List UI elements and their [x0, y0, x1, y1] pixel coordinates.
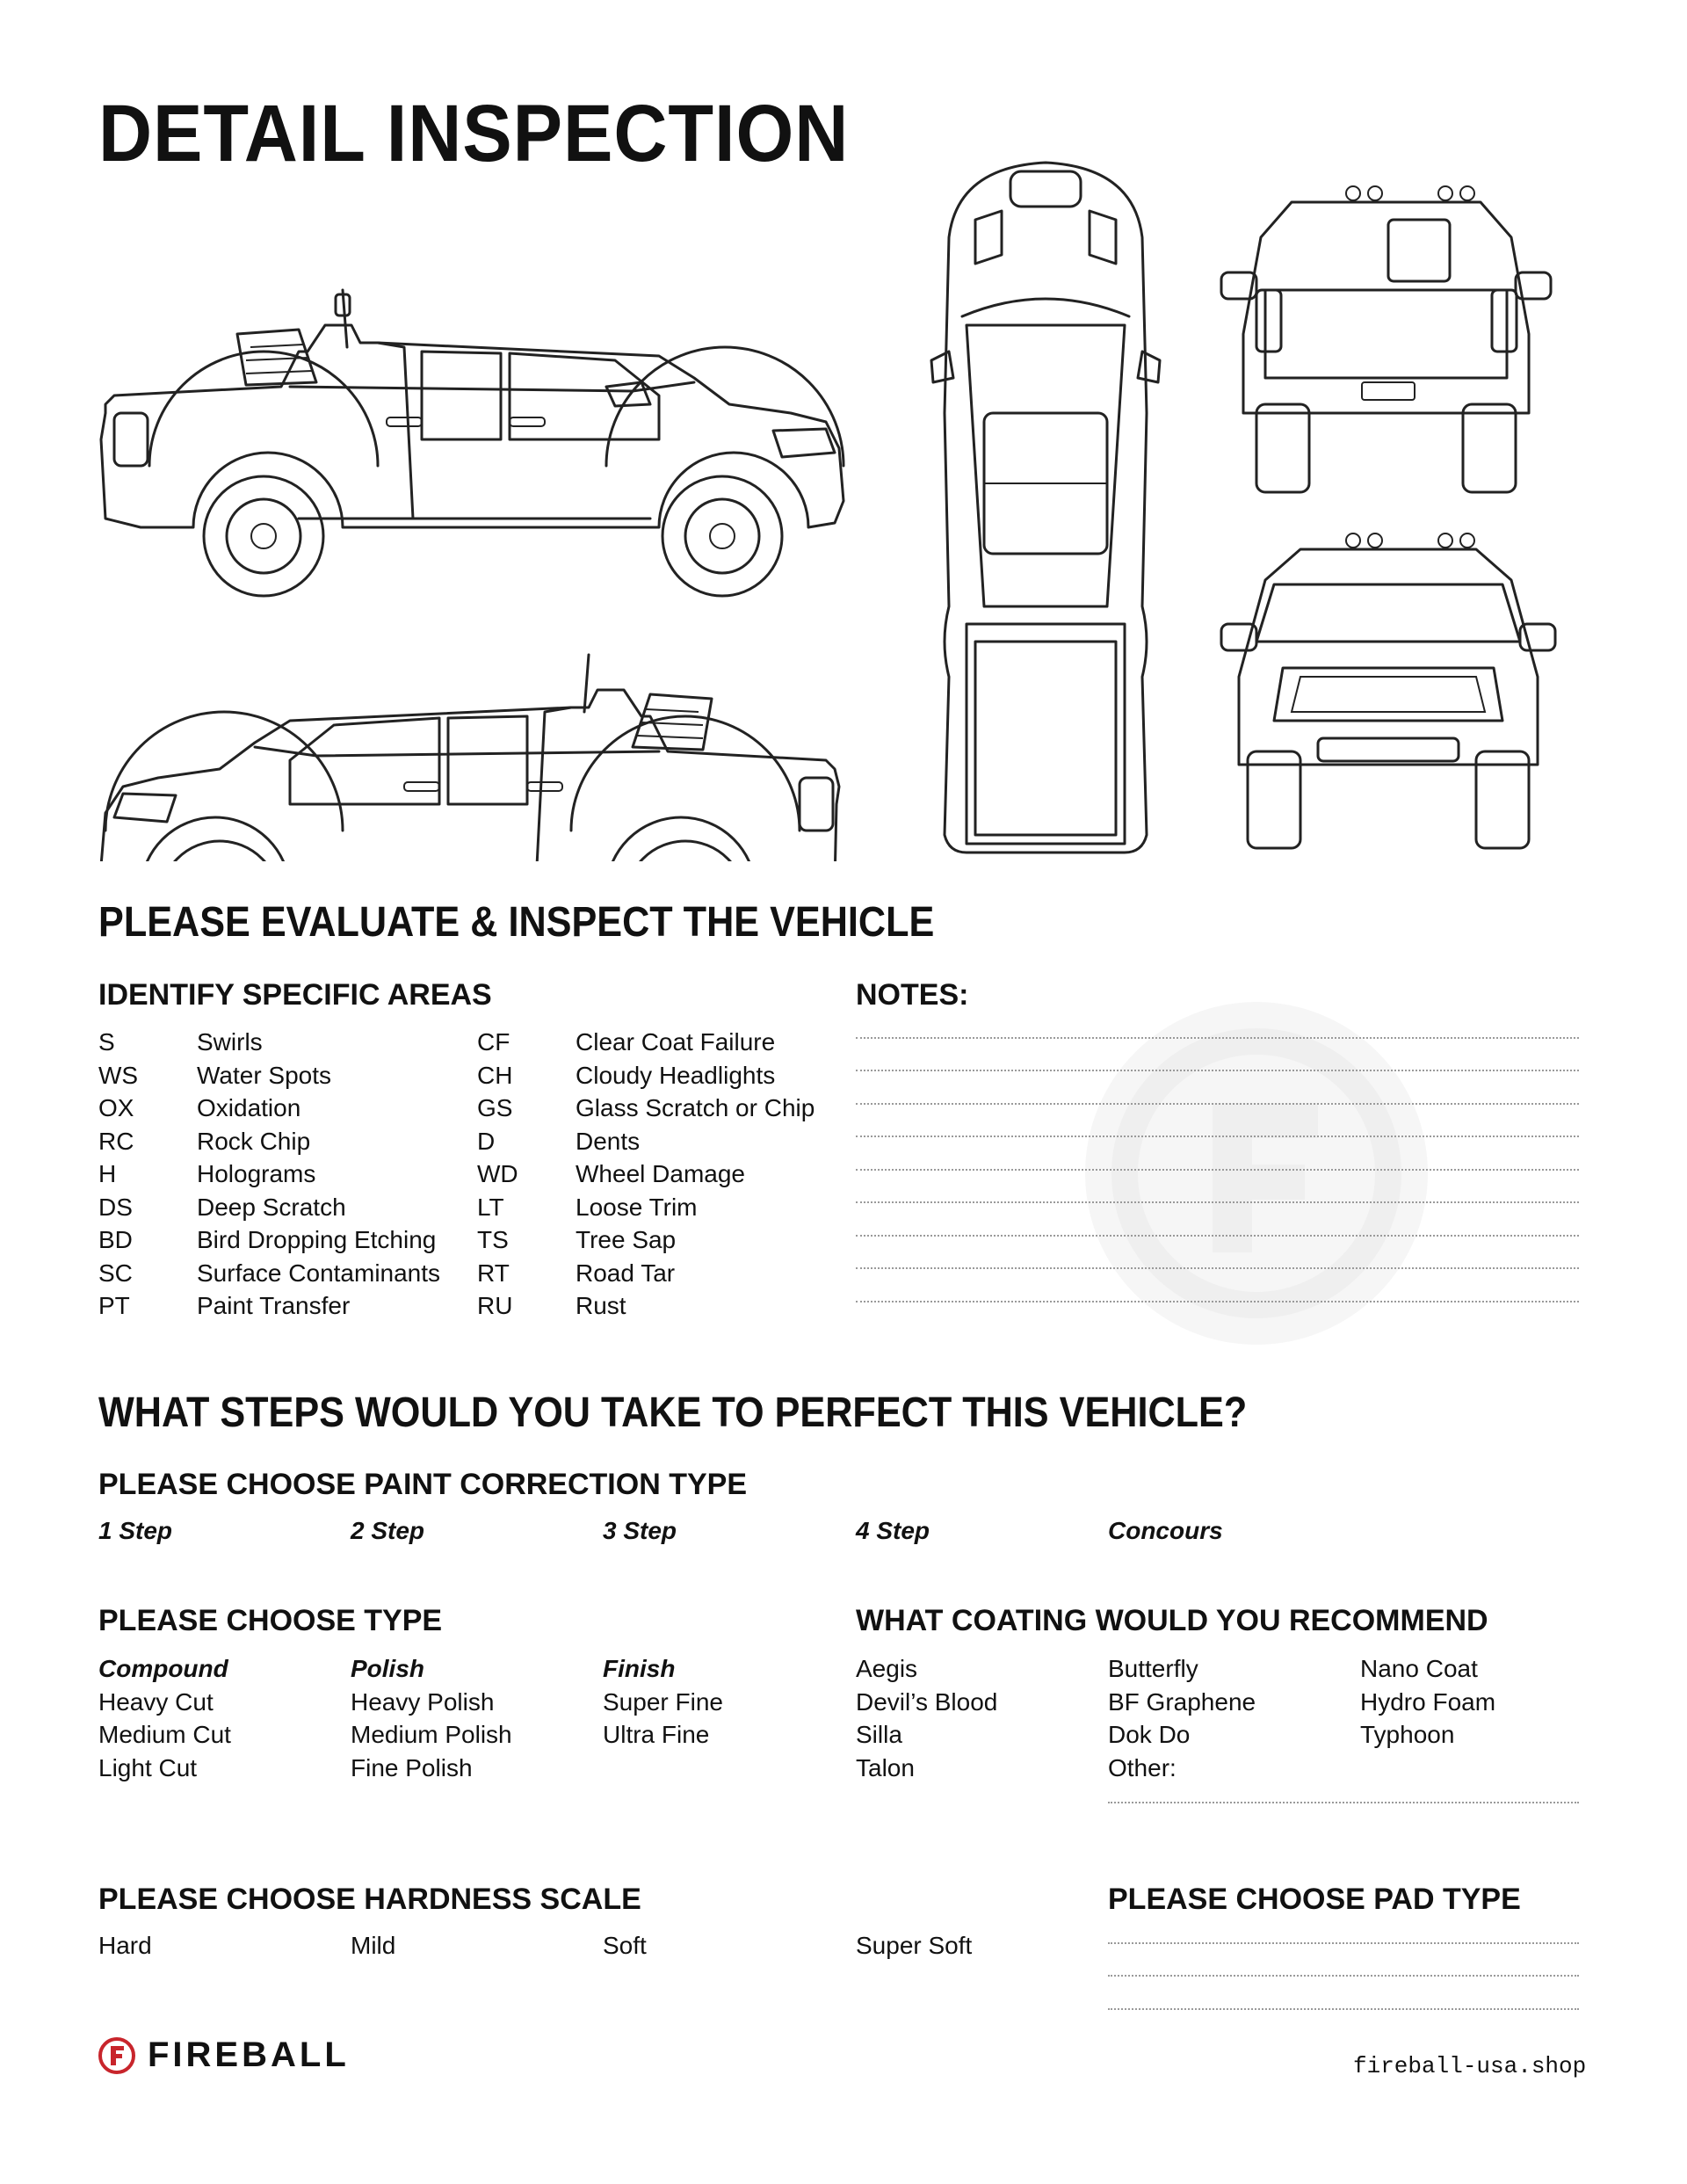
truck-side-view-right: [101, 290, 844, 596]
correction-option[interactable]: 1 Step: [98, 1517, 173, 1544]
correction-option[interactable]: 3 Step: [603, 1517, 677, 1544]
truck-top-view: [931, 163, 1160, 853]
correction-option[interactable]: 4 Step: [856, 1517, 930, 1544]
coating-option[interactable]: Dok Do: [1108, 1721, 1191, 1748]
coating-option[interactable]: Nano Coat: [1360, 1655, 1478, 1682]
code-label: Wheel Damage: [576, 1160, 745, 1187]
code-abbrev: TS: [477, 1226, 509, 1253]
code-label: Oxidation: [197, 1094, 301, 1121]
code-label: Bird Dropping Etching: [197, 1226, 437, 1253]
correction-option[interactable]: 2 Step: [351, 1517, 425, 1544]
pad-line[interactable]: [1108, 1975, 1579, 1977]
notes-line[interactable]: [856, 1169, 1579, 1171]
type-option[interactable]: Fine Polish: [351, 1753, 473, 1781]
coating-option[interactable]: Typhoon: [1360, 1721, 1455, 1748]
type-option[interactable]: Super Fine: [603, 1687, 723, 1716]
type-option[interactable]: Light Cut: [98, 1753, 198, 1781]
type-column-title: Compound: [98, 1655, 228, 1682]
type-heading: PLEASE CHOOSE TYPE: [98, 1604, 443, 1637]
code-abbrev: S: [98, 1028, 115, 1056]
code-label: Loose Trim: [576, 1193, 698, 1221]
codes-right-codes: [477, 1026, 518, 1323]
hardness-option[interactable]: Soft: [603, 1932, 647, 1959]
codes-left-labels: [197, 1026, 440, 1323]
code-abbrev: WS: [98, 1061, 139, 1089]
watermark-logo-icon: [1081, 998, 1432, 1349]
truck-side-view-left: [101, 655, 839, 861]
footer-url[interactable]: fireball-usa.shop: [1353, 2053, 1587, 2079]
code-label: Water Spots: [197, 1061, 332, 1089]
code-abbrev: GS: [477, 1094, 513, 1121]
type-option[interactable]: Medium Polish: [351, 1721, 512, 1748]
type-option[interactable]: Ultra Fine: [603, 1721, 710, 1748]
code-abbrev: SC: [98, 1259, 133, 1287]
truck-front-view: [1221, 533, 1555, 848]
code-label: Swirls: [197, 1028, 263, 1056]
code-label: Road Tar: [576, 1259, 676, 1287]
notes-line[interactable]: [856, 1070, 1579, 1071]
page-title: DETAIL INSPECTION: [98, 89, 850, 178]
vehicle-diagrams: [88, 149, 1599, 861]
coating-heading: WHAT COATING WOULD YOU RECOMMEND: [856, 1604, 1488, 1637]
notes-line[interactable]: [856, 1201, 1579, 1203]
correction-heading: PLEASE CHOOSE PAINT CORRECTION TYPE: [98, 1468, 748, 1501]
coating-other-line[interactable]: [1108, 1802, 1579, 1803]
type-column-title: Finish: [603, 1655, 676, 1682]
code-abbrev: CF: [477, 1028, 510, 1056]
code-label: Clear Coat Failure: [576, 1028, 776, 1056]
steps-heading: WHAT STEPS WOULD YOU TAKE TO PERFECT THIS VEHICLE?: [98, 1389, 1248, 1436]
coating-option[interactable]: BF Graphene: [1108, 1687, 1256, 1716]
notes-line[interactable]: [856, 1136, 1579, 1137]
code-abbrev: D: [477, 1127, 496, 1155]
type-column-title: Polish: [351, 1655, 425, 1682]
pad-line[interactable]: [1108, 1942, 1579, 1944]
coating-option[interactable]: Silla: [856, 1721, 902, 1748]
coating-option[interactable]: Talon: [856, 1753, 915, 1781]
pad-heading: PLEASE CHOOSE PAD TYPE: [1108, 1883, 1521, 1916]
notes-line[interactable]: [856, 1235, 1579, 1237]
areas-heading: IDENTIFY SPECIFIC AREAS: [98, 978, 492, 1012]
coating-option[interactable]: Hydro Foam: [1360, 1687, 1496, 1716]
coating-column: [856, 1652, 997, 1784]
type-option[interactable]: Heavy Polish: [351, 1687, 495, 1716]
hardness-option[interactable]: Super Soft: [856, 1932, 973, 1959]
notes-label: NOTES:: [856, 978, 969, 1012]
code-label: Glass Scratch or Chip: [576, 1094, 815, 1121]
coating-option[interactable]: Devil’s Blood: [856, 1687, 998, 1716]
type-column-polish: [351, 1652, 512, 1784]
code-abbrev: OX: [98, 1094, 134, 1121]
code-label: Paint Transfer: [197, 1292, 351, 1319]
code-abbrev: RU: [477, 1292, 513, 1319]
truck-rear-view: [1221, 186, 1551, 492]
code-label: Holograms: [197, 1160, 316, 1187]
type-option[interactable]: Heavy Cut: [98, 1687, 214, 1716]
code-abbrev: RC: [98, 1127, 134, 1155]
type-column-compound: [98, 1652, 231, 1784]
code-label: Surface Contaminants: [197, 1259, 441, 1287]
footer-brand: [98, 2035, 350, 2075]
coating-option[interactable]: Aegis: [856, 1655, 918, 1682]
notes-line[interactable]: [856, 1301, 1579, 1302]
hardness-option[interactable]: Mild: [351, 1932, 396, 1959]
evaluate-heading: PLEASE EVALUATE & INSPECT THE VEHICLE: [98, 899, 935, 946]
code-abbrev: LT: [477, 1193, 504, 1221]
type-option[interactable]: Medium Cut: [98, 1721, 231, 1748]
notes-line[interactable]: [856, 1103, 1579, 1105]
code-label: Rock Chip: [197, 1127, 311, 1155]
code-label: Tree Sap: [576, 1226, 677, 1253]
codes-right-labels: [576, 1026, 815, 1323]
pad-line[interactable]: [1108, 2008, 1579, 2010]
code-abbrev: BD: [98, 1226, 133, 1253]
code-label: Deep Scratch: [197, 1193, 346, 1221]
codes-left-codes: [98, 1026, 138, 1323]
code-label: Dents: [576, 1127, 641, 1155]
code-label: Rust: [576, 1292, 626, 1319]
notes-line[interactable]: [856, 1037, 1579, 1039]
code-abbrev: CH: [477, 1061, 513, 1089]
correction-option[interactable]: Concours: [1108, 1517, 1223, 1544]
code-abbrev: WD: [477, 1160, 518, 1187]
brand-name: FIREBALL: [148, 2035, 350, 2074]
code-abbrev: RT: [477, 1259, 510, 1287]
hardness-heading: PLEASE CHOOSE HARDNESS SCALE: [98, 1883, 641, 1916]
coating-option[interactable]: Butterfly: [1108, 1655, 1198, 1682]
code-abbrev: H: [98, 1160, 117, 1187]
code-label: Cloudy Headlights: [576, 1061, 776, 1089]
code-abbrev: PT: [98, 1292, 130, 1319]
code-abbrev: DS: [98, 1193, 133, 1221]
fireball-logo-icon: [98, 2037, 135, 2074]
notes-line[interactable]: [856, 1267, 1579, 1269]
coating-option[interactable]: Other:: [1108, 1753, 1177, 1781]
type-column-finish: [603, 1652, 723, 1752]
coating-column: [1108, 1652, 1256, 1784]
coating-column: [1360, 1652, 1495, 1752]
hardness-option[interactable]: Hard: [98, 1932, 152, 1959]
